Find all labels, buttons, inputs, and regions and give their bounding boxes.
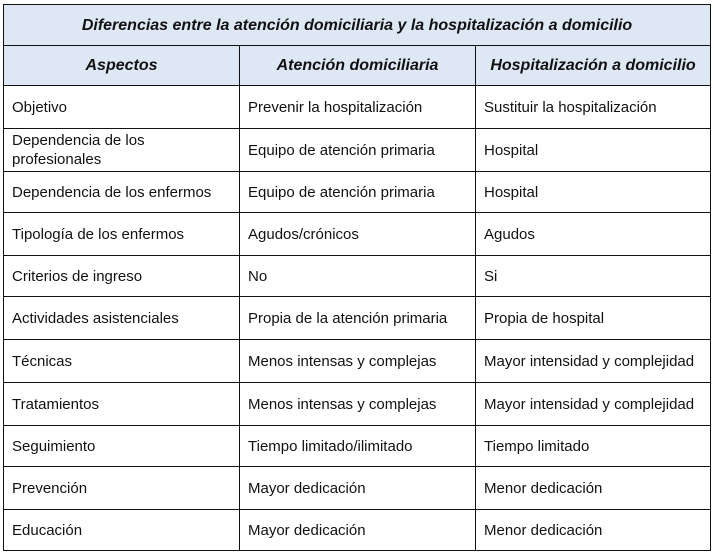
table-header-row	[4, 46, 711, 86]
comparison-table	[3, 4, 711, 551]
table-row	[4, 256, 711, 297]
table-row	[4, 86, 711, 129]
table-row	[4, 172, 711, 213]
cell-aspecto: Tratamientos	[4, 383, 240, 426]
cell-hospitalizacion-domicilio: Menor dedicación	[476, 467, 711, 510]
cell-atencion-domiciliaria: No	[240, 256, 476, 297]
cell-aspecto: Tipología de los enfermos	[4, 213, 240, 256]
cell-atencion-domiciliaria: Mayor dedicación	[240, 467, 476, 510]
cell-aspecto: Dependencia de los profesionales	[4, 129, 240, 172]
table-row	[4, 129, 711, 172]
table-row	[4, 297, 711, 340]
cell-atencion-domiciliaria: Prevenir la hospitalización	[240, 86, 476, 129]
cell-atencion-domiciliaria: Tiempo limitado/ilimitado	[240, 426, 476, 467]
cell-atencion-domiciliaria: Equipo de atención primaria	[240, 172, 476, 213]
column-header-atencion-domiciliaria: Atención domiciliaria	[240, 46, 476, 86]
cell-aspecto: Criterios de ingreso	[4, 256, 240, 297]
cell-hospitalizacion-domicilio: Mayor intensidad y complejidad	[476, 340, 711, 383]
table-row	[4, 510, 711, 551]
cell-aspecto: Dependencia de los enfermos	[4, 172, 240, 213]
cell-hospitalizacion-domicilio: Si	[476, 256, 711, 297]
cell-aspecto: Seguimiento	[4, 426, 240, 467]
cell-atencion-domiciliaria: Agudos/crónicos	[240, 213, 476, 256]
cell-atencion-domiciliaria: Menos intensas y complejas	[240, 383, 476, 426]
cell-hospitalizacion-domicilio: Hospital	[476, 172, 711, 213]
table-row	[4, 383, 711, 426]
table-title: Diferencias entre la atención domiciliaria y la hospitalización a domicilio	[4, 5, 711, 46]
column-header-hospitalizacion-a-domicilio: Hospitalización a domicilio	[476, 46, 711, 86]
cell-aspecto: Prevención	[4, 467, 240, 510]
cell-hospitalizacion-domicilio: Tiempo limitado	[476, 426, 711, 467]
table-title-row	[4, 5, 711, 46]
column-header-aspectos: Aspectos	[4, 46, 240, 86]
table-row	[4, 426, 711, 467]
cell-aspecto: Técnicas	[4, 340, 240, 383]
cell-atencion-domiciliaria: Menos intensas y complejas	[240, 340, 476, 383]
cell-hospitalizacion-domicilio: Menor dedicación	[476, 510, 711, 551]
cell-aspecto: Objetivo	[4, 86, 240, 129]
cell-atencion-domiciliaria: Mayor dedicación	[240, 510, 476, 551]
cell-hospitalizacion-domicilio: Hospital	[476, 129, 711, 172]
table-row	[4, 467, 711, 510]
cell-hospitalizacion-domicilio: Propia de hospital	[476, 297, 711, 340]
cell-atencion-domiciliaria: Propia de la atención primaria	[240, 297, 476, 340]
table-row	[4, 213, 711, 256]
cell-hospitalizacion-domicilio: Agudos	[476, 213, 711, 256]
cell-hospitalizacion-domicilio: Sustituir la hospitalización	[476, 86, 711, 129]
table-row	[4, 340, 711, 383]
comparison-table-container	[3, 4, 710, 551]
cell-hospitalizacion-domicilio: Mayor intensidad y complejidad	[476, 383, 711, 426]
cell-aspecto: Educación	[4, 510, 240, 551]
cell-atencion-domiciliaria: Equipo de atención primaria	[240, 129, 476, 172]
cell-aspecto: Actividades asistenciales	[4, 297, 240, 340]
